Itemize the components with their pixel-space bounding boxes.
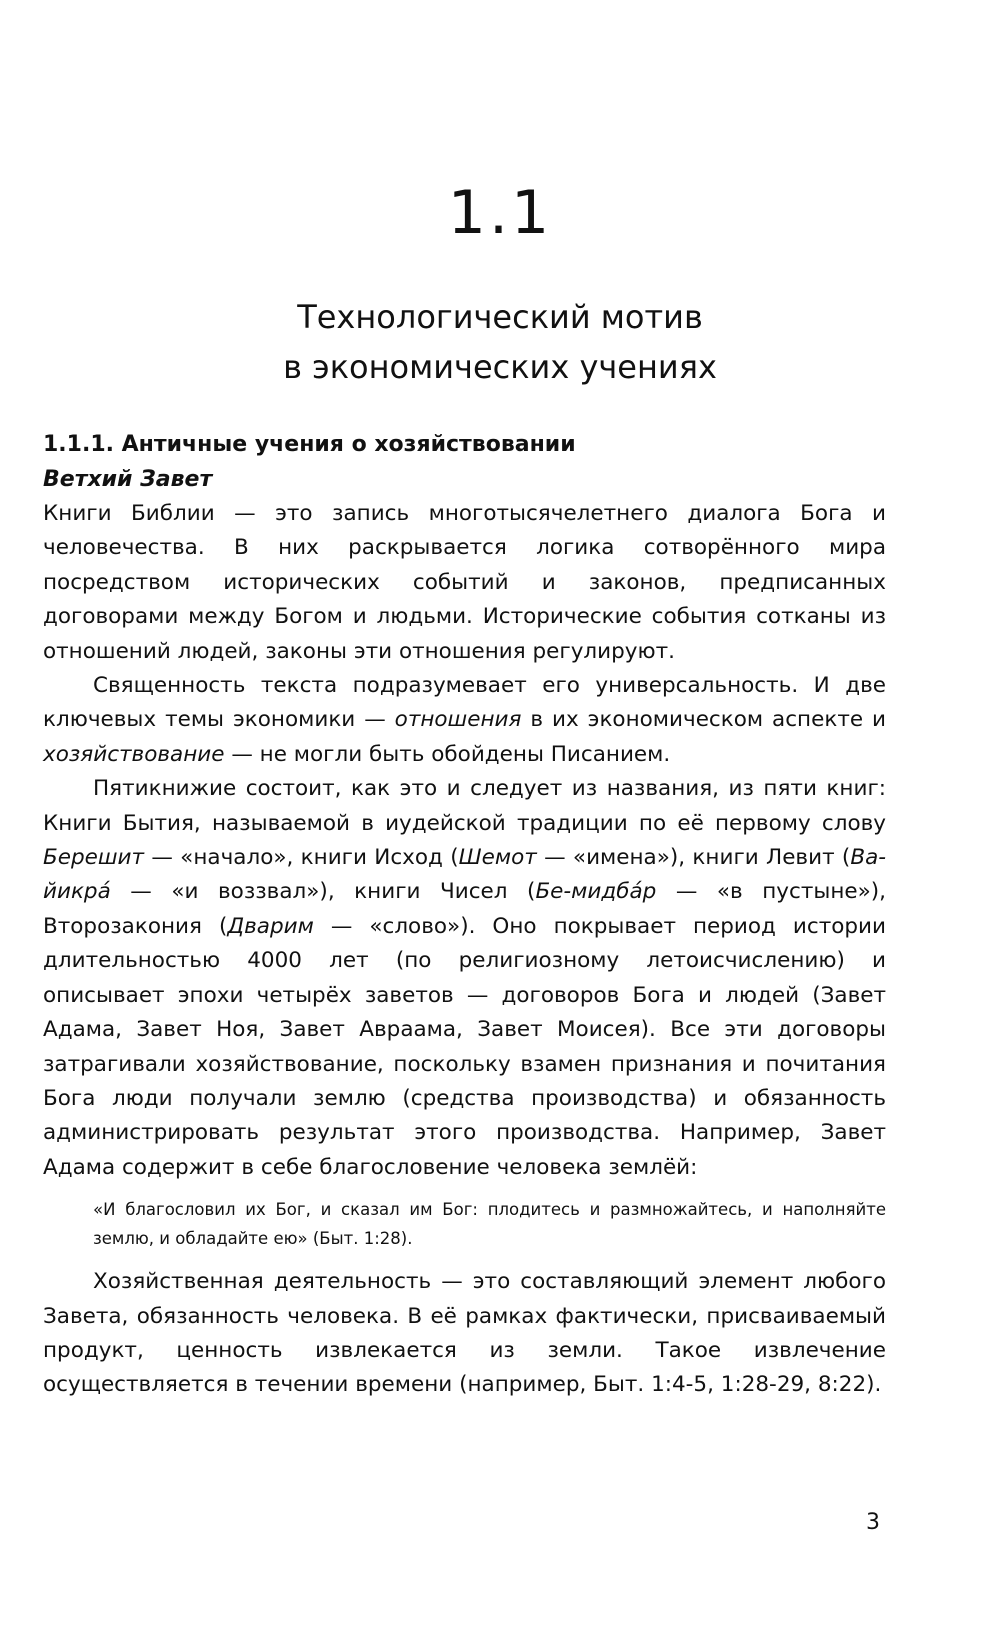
paragraph-3-italic-bereshit: Берешит [43, 845, 145, 871]
subsection-heading: Ветхий Завет [43, 467, 213, 492]
paragraph-3-italic-shemot: Шемот [458, 845, 537, 871]
paragraph-2-text-b: в их экономическом аспекте и [521, 707, 886, 733]
paragraph-3-text-d: — «и воззвал»), книги Чисел ( [110, 879, 536, 905]
section-heading: 1.1.1. Античные учения о хозяйствовании [43, 432, 576, 457]
paragraph-3-text-a: Пятикнижие состоит, как это и следует из названия, из пяти книг: Книги Бытия, называемой в иудейской традиции по её первому слову [43, 776, 886, 836]
paragraph-3-text-f: — «слово»). Оно покрывает период истории длительностью 4000 лет (по религиозному летоисчислению) и описывает эпохи четырёх заветов — договоров Бога и людей (Завет Адама, Завет Ноя, Завет Авраама, Завет Моисея). Все эти договоры затрагивали хозяйствование, поскольку взамен признания и почитания Бога люди получали землю (средства производства) и обязанность администрировать результат этого производства. Например, Завет Адама содержит в себе благословение человека землёй: [43, 913, 886, 1180]
paragraph-1: Книги Библии — это запись многотысячелетнего диалога Бога и человечества. В них раскрывается логика сотворённого мира посредством исторических событий и законов, предписанных договорами между Богом и людьми. Исторические события сотканы из отношений людей, законы эти отношения регулируют. [43, 501, 886, 664]
paragraph-2-text-c: — не могли быть обойдены Писанием. [224, 741, 671, 767]
paragraph-3-text-e: — «в пустыне»), Второзакония ( [43, 879, 887, 939]
paragraph-3-text-c: — «имена»), книги Левит ( [536, 845, 851, 871]
paragraph-3-text-b: — «начало», книги Исход ( [144, 845, 459, 871]
paragraph-4: Хозяйственная деятельность — это составляющий элемент любого Завета, обязанность человека. В её рамках фактически, присваиваемый продукт, ценность извлекается из земли. Такое извлечение осуществляется в течении времени (например, Быт. 1:4-5, 1:28-29, 8:22). [43, 1269, 886, 1398]
chapter-number: 1.1 [447, 178, 553, 248]
page-number: 3 [866, 1510, 880, 1535]
paragraph-3 [43, 772, 886, 1185]
chapter-title [0, 292, 1000, 392]
paragraph-3-italic-bemidbar: Бе-мидбáр [535, 879, 657, 905]
paragraph-2-italic-economy: хозяйствование [43, 741, 225, 767]
paragraph-2-text-a: Священность текста подразумевает его универсальность. И две ключевых темы экономики — [43, 673, 886, 733]
paragraph-3-italic-vayikra: Ва-йикрá [43, 845, 887, 905]
chapter-title-line-1: Технологический мотив [297, 298, 703, 336]
paragraph-3-italic-dvarim: Дварим [227, 913, 314, 939]
page-body [43, 429, 886, 1403]
chapter-title-line-2: в экономических учениях [283, 348, 717, 386]
paragraph-2-italic-relations: отношения [394, 707, 522, 733]
block-quote: «И благословил их Бог, и сказал им Бог: плодитесь и размножайтесь, и наполняйте землю, и обладайте ею» (Быт. 1:28). [93, 1200, 886, 1249]
paragraph-2 [43, 669, 886, 772]
